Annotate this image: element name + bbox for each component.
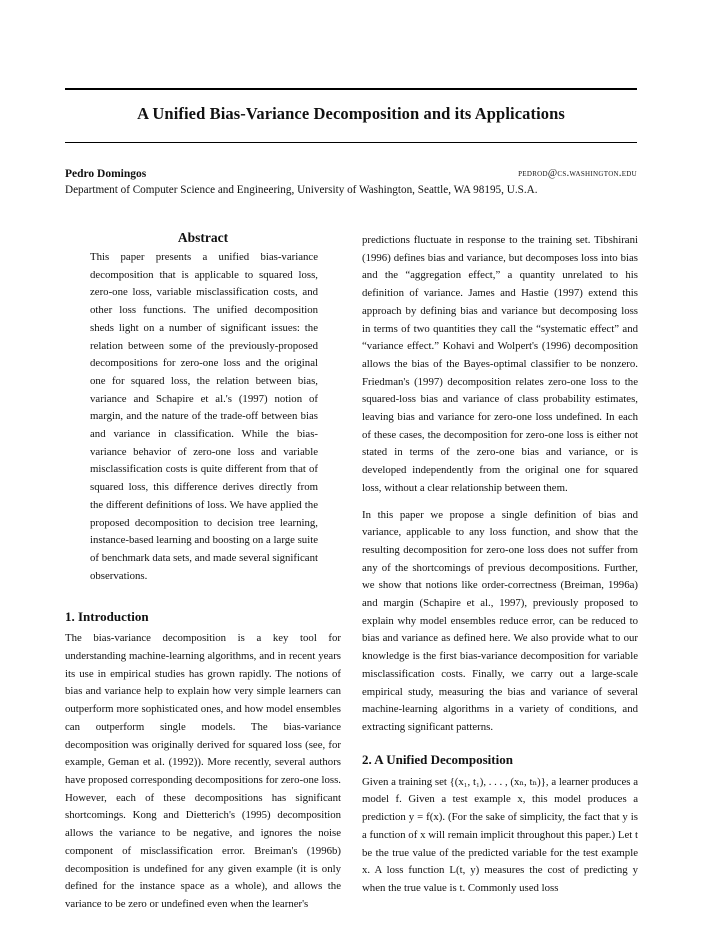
left-column <box>65 230 341 914</box>
intro-paragraph-2: In this paper we propose a single definition of bias and variance, applicable to any loss function, and show that the resulting decomposition for zero-one loss does not suffer from any of the shortcomings of previous decompositions. Further, we show that notions like order-correctness (Breiman, 1996a) and margin (Schapire et al., 1997), previously proposed to explain why model ensembles reduce error, can be reduced to bias and variance as defined here. We also provide what to our knowledge is the first bias-variance decomposition for variable misclassification costs. Finally, we carry out a large-scale empirical study, measuring the bias and variance of several machine-learning algorithms in a variety of conditions, and extracting significant patterns. <box>362 508 638 733</box>
author-name: Pedro Domingos <box>65 168 147 180</box>
author-email: pedrod@cs.washington.edu <box>518 168 637 179</box>
abstract-text: This paper presents a unified bias-variance decomposition that is applicable to squared loss, zero-one loss, variable misclassification costs, and other loss functions. The unified decomposition sheds light on a number of significant issues: the relation between some of the previously-proposed decompositions for zero-one loss and the original one for squared loss, the relation between bias, variance and Schapire et al.'s (1997) notion of margin, and the nature of the trade-off between bias and variance in classification. While the bias-variance behavior of zero-one loss and variable misclassification costs is quite different from that of squared loss, this difference derives directly from the different definitions of loss. We have applied the proposed decomposition to decision tree learning, instance-based learning and boosting on a large suite of benchmark data sets, and made several significant observations. <box>90 251 318 582</box>
title-rule-top <box>65 88 637 90</box>
paper-title: A Unified Bias-Variance Decomposition and its Applications <box>137 104 565 123</box>
author-affiliation: Department of Computer Science and Engineering, University of Washington, Seattle, WA 98195, U.S.A. <box>65 184 538 196</box>
right-column <box>362 232 638 898</box>
intro-paragraph-1: The bias-variance decomposition is a key tool for understanding machine-learning algorithms, and in recent years its use in empirical studies has grown rapidly. The notions of bias and variance help to explain how very simple learners can outperform more sophisticated ones, and how model ensembles can outperform single models. The bias-variance decomposition was originally derived for squared loss (see, for example, Geman et al. (1992)). More recently, several authors have proposed corresponding decompositions for zero-one loss. However, each of these decompositions has significant shortcomings. Kong and Dietterich's (1995) decomposition allows the variance to be negative, and ignores the noise component of misclassification error. Breiman's (1996b) decomposition is undefined for any given example (it is only defined for the instance space as a whole), and allows the variance to be zero or undefined even when the learner's <box>65 632 341 910</box>
section-2-heading: 2. A Unified Decomposition <box>362 751 513 767</box>
section-2-paragraph-1: Given a training set {(x₁, t₁), . . . , (xₙ, tₙ)}, a learner produces a model f. Given a test example x, this model produces a prediction y = f(x). (For the sake of simplicity, the fact that y is a function of x will remain implicit throughout this paper.) Let t be the true value of the predicted variable for the test example x. A loss function L(t, y) measures the cost of predicting y when the true value is t. Commonly used loss <box>362 775 638 894</box>
section-1-heading: 1. Introduction <box>65 609 149 625</box>
title-rule-bottom <box>65 142 637 143</box>
abstract-heading: Abstract <box>177 230 229 245</box>
intro-paragraph-1-continued: predictions fluctuate in response to the training set. Tibshirani (1996) defines bias and variance, but decomposes loss into bias and the “aggregation effect,” a quantity unrelated to his definition of variance. James and Hastie (1997) extend this approach by defining bias and variance but decomposing loss in terms of two quantities they call the “systematic effect” and “variance effect.” Kohavi and Wolpert's (1996) decomposition allows the bias of the Bayes-optimal classifier to be nonzero. Friedman's (1997) decomposition relates zero-one loss to the squared-loss bias and variance of class probability estimates, leaving bias and variance for zero-one loss undefined. In each of these cases, the decomposition for zero-one loss is either not stated in terms of the zero-one bias and variance, or is developed independently from the original one for squared loss, without a clear relationship between them. <box>362 234 638 494</box>
